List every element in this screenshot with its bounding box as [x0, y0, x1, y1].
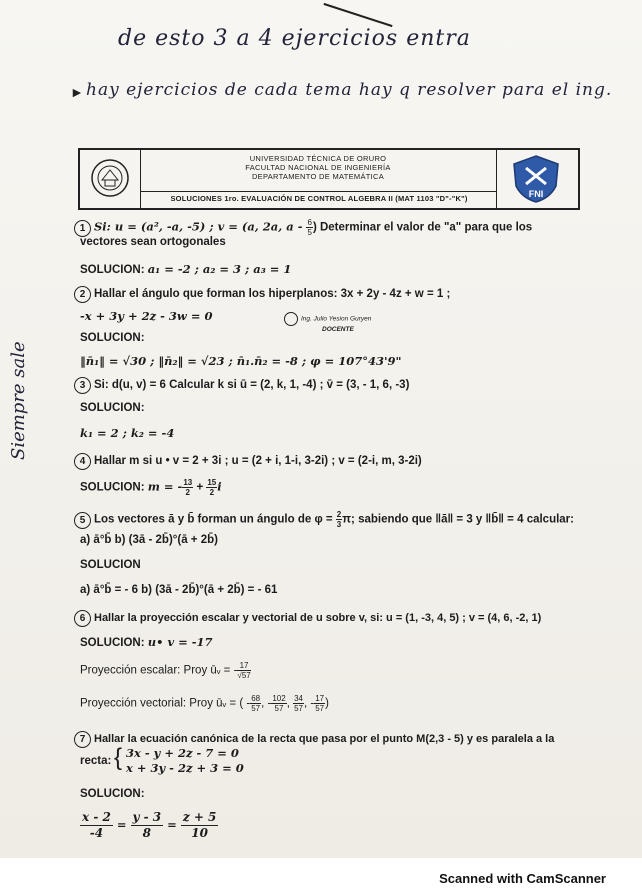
problem-1-statement-cont: vectores sean ortogonales [80, 236, 226, 248]
problem-3-solution-label: SOLUCION: [80, 402, 145, 414]
problem-number-badge: 2 [74, 286, 91, 303]
problem-7-equation-2: x + 3y - 2z + 3 = 0 [126, 761, 244, 775]
handwritten-note-1: de esto 3 a 4 ejercicios entra [118, 26, 471, 51]
problem-number-badge: 7 [74, 731, 91, 748]
fni-shield-logo-icon [510, 154, 562, 204]
problem-7-statement: 7 Hallar la ecuación canónica de la recta que pasa por el punto M(2,3 - 5) y es paralela a la [80, 731, 554, 748]
solutions-title: SOLUCIONES 1ro. EVALUACIÓN DE CONTROL ALGEBRA II (MAT 1103 "D"-"K") [170, 194, 468, 203]
problem-3-statement: 3 Si: d(u, v) = 6 Calcular k si ū = (2, k, 1, -4) ; v̄ = (3, - 1, 6, -3) [80, 377, 409, 394]
stamp-seal-icon [284, 312, 298, 326]
problem-7-solution-label: SOLUCION: [80, 788, 145, 800]
header-divider-right [496, 150, 497, 208]
problem-2-solution-label: SOLUCION: [80, 332, 145, 344]
handwritten-note-2: hay ejercicios de cada tema hay q resolver para el ing. [86, 80, 613, 100]
problem-6-statement: 6 Hallar la proyección escalar y vectorial de u sobre v, si: u = (1, -3, 4, 5) ; v = (4, 6, -2, 1) [80, 610, 541, 627]
problem-number-badge: 3 [74, 377, 91, 394]
exam-header [78, 148, 580, 210]
problem-5-solution-label: SOLUCION [80, 559, 141, 571]
problem-1-statement: 1 Si: u = (a², -a, -5) ; v = (a, 2a, a - $\frac{6}{5}$ ) Determinar el valor de "a" para que los [80, 218, 532, 237]
fni-logo-text: FNI [528, 189, 544, 199]
camscanner-watermark: Scanned with CamScanner [439, 871, 606, 886]
handwritten-side-note: Siempre sale [8, 341, 29, 460]
stamp-name: Ing. Julio Yesion Guryen [301, 315, 372, 323]
problem-2-statement: 2 Hallar el ángulo que forman los hiperplanos: 3x + 2y - 4z + w = 1 ; [80, 286, 450, 303]
problem-5-statement: 5 Los vectores ā y b̄ forman un ángulo de φ = $\frac{2}{3}$ π; sabiendo que ‖ā‖ = 3 y ‖b̄‖ = 4 calcular: [80, 510, 574, 529]
header-divider-horizontal [140, 191, 496, 192]
scanner-footer [0, 858, 642, 891]
problem-5-solution: a) ā°b̄ = - 6 b) (3ā - 2b̄)°(ā + 2b̄) = - 61 [80, 584, 278, 596]
problem-7-solution: $\frac{x - 2}{-4}$ = $\frac{y - 3}{8}$ = $\frac{z + 5}{10}$ [82, 810, 217, 840]
problem-1-solution: SOLUCION: a₁ = -2 ; a₂ = 3 ; a₃ = 1 [80, 262, 292, 276]
stamp-role: DOCENTE [322, 326, 354, 333]
problem-4-solution: SOLUCION: m = - $\frac{13}{2}$ + $\frac{15}{2}$ i [80, 478, 222, 497]
problem-3-solution: k₁ = 2 ; k₂ = -4 [80, 426, 175, 440]
department-name: DEPARTAMENTO DE MATEMÁTICA [251, 172, 385, 181]
faculty-name: FACULTAD NACIONAL DE INGENIERÍA [245, 163, 391, 172]
system-brace-icon: { [114, 744, 123, 771]
problem-4-statement: 4 Hallar m si u • v = 2 + 3i ; u = (2 + i, 1-i, 3-2i) ; v = (2-i, m, 3-2i) [80, 453, 422, 470]
problem-5-parts: a) ā°b̄ b) (3ā - 2b̄)°(ā + 2b̄) [80, 534, 218, 546]
problem-6-scalar-projection: Proyección escalar: Proy ūᵥ = - $\frac{17}{√57}$ [80, 661, 251, 680]
problem-2-solution: ‖n̄₁‖ = √30 ; ‖n̄₂‖ = √23 ; n̄₁.n̄₂ = -8 ; φ = 107°43'9" [80, 354, 402, 368]
problem-number-badge: 1 [74, 220, 91, 237]
university-seal-icon [90, 156, 130, 200]
problem-7-recta-label: recta: [80, 755, 112, 767]
problem-7-equation-1: 3x - y + 2z - 7 = 0 [126, 746, 239, 760]
problem-number-badge: 5 [74, 512, 91, 529]
problem-2-statement-cont: -x + 3y + 2z - 3w = 0 [80, 309, 213, 323]
problem-6-vector-projection: Proyección vectorial: Proy ūᵥ = ( - $\frac{68}{57}$ , - $\frac{102}{57}$ , $\frac{34}{57}$ , - $\frac{17}{57}$ ) [80, 694, 329, 713]
bullet-arrow-icon: ► [70, 84, 84, 100]
problem-number-badge: 4 [74, 453, 91, 470]
handwritten-strike [323, 3, 392, 27]
teacher-stamp [284, 312, 371, 334]
problem-number-badge: 6 [74, 610, 91, 627]
problem-6-solution: SOLUCION: u• v = -17 [80, 635, 213, 649]
university-name: UNIVERSIDAD TÉCNICA DE ORURO [249, 154, 387, 163]
